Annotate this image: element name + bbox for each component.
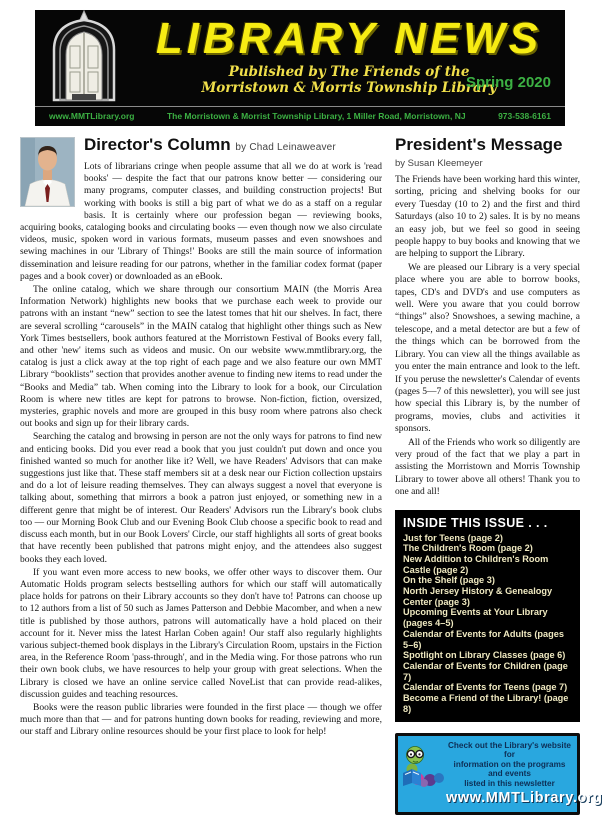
president-paragraph-2: We are pleased our Library is a very special place where you are able to borrow books, tapes, CD's and DVD's and use computers as well. Were you aware that you could borrow “things” also? Snowshoes, a sewing machine, a telescope, and a metal detector are but a few of the things which can be borrowed from the Library. You can view all the things available as you enter the main entrance and look to the left. If you peruse the newsletter's Calendar of events (pages 5—7 of this newsletter), you will see just how special this Library is, by the number of programs, movies, clubs and activities it sponsors. bbox=[395, 262, 580, 435]
directors-column-section bbox=[20, 135, 382, 815]
toc-item: On the Shelf (page 3) bbox=[403, 575, 495, 586]
director-paragraph-4: If you want even more access to new books, we offer other ways to discover them. Our Automatic Holds program selects bestselling authors for which our staff will automatically place holds for patrons on their Library accounts so they don't have to! Patrons can choose up to 12 authors from a list of 50 such as James Patterson and Debbie Macomber, and when a new title is published by those authors, patrons will automatically have a hold placed on their account for it. Never miss the latest Harlan Coben again! Our staff also regularly highlights various subject-themed book displays in the Library's Circulation Room, upstairs in the Fiction area, in the Reference Room 'pass-through', and in the Media wing. For those patrons who run their own book clubs, we have resources to help your group with great selections. When the Library is closed we have an online service called NoveList that can provide read-alikes, discussion guides and teaching resources. bbox=[20, 567, 382, 700]
callout-text bbox=[446, 741, 573, 789]
callout-website-link[interactable]: www.MMTLibrary.org bbox=[446, 790, 603, 807]
presidents-message-section bbox=[395, 135, 580, 499]
toc-item: Spotlight on Library Classes (page 6) bbox=[403, 650, 566, 661]
toc-item: Become a Friend of the Library! (page 8) bbox=[403, 693, 569, 714]
newsletter-title: LIBRARY NEWS bbox=[155, 14, 543, 63]
right-column bbox=[395, 135, 603, 815]
directors-column-title: Director's Column bbox=[84, 135, 231, 154]
inside-this-issue-box bbox=[395, 510, 580, 722]
toc-item: Just for Teens (page 2) bbox=[403, 532, 503, 543]
tagline-line1: Published by The Friends of the bbox=[228, 64, 470, 80]
masthead-center bbox=[133, 10, 565, 106]
presidents-message-byline: by Susan Kleemeyer bbox=[395, 158, 483, 169]
director-paragraph-1: Lots of librarians cringe when people assume that all we do at work is 'read books' — despite the fact that our patrons know better — considering our many programs, computer classes, and building construction projects! But working with books is still a big part of what we do as a staff on a regular basis. It is certainly where our profession began — reviewing books, acquiring books, cataloging books and circulating books — even though now we also circulate videos, music, spoken word in various formats, museum passes and even snowshoes and sewing machines in our 'Library of Things!' Books are still the main source of information dissemination and leisure reading for our patrons, whether in the familiar codex format (paper pages and a book cover) or downloaded as an eBook. bbox=[20, 162, 382, 282]
callout-line-3: listed in this newsletter bbox=[464, 778, 555, 788]
masthead-main bbox=[35, 10, 565, 106]
issue-date-label: Spring 2020 bbox=[465, 74, 551, 91]
toc-item: North Jersey History & Genealogy Center (page 3) bbox=[403, 586, 553, 607]
inside-this-issue-title: INSIDE THIS ISSUE . . . bbox=[403, 515, 548, 530]
table-of-contents bbox=[403, 533, 572, 715]
directors-column-byline: by Chad Leinaweaver bbox=[235, 142, 336, 153]
library-phone-number[interactable]: 973-538-6161 bbox=[498, 111, 551, 121]
newsletter-body bbox=[0, 126, 603, 815]
directors-column-text bbox=[20, 161, 382, 739]
masthead-website-link[interactable]: www.MMTLibrary.org bbox=[49, 111, 135, 121]
masthead-address-bar bbox=[35, 106, 565, 126]
library-entrance-arch-icon bbox=[35, 10, 133, 106]
toc-item: New Addition to Children's Room Castle (page 2) bbox=[403, 553, 549, 575]
president-paragraph-3: All of the Friends who work so diligently are very proud of the fact that we play a part in assisting the Morristown and Morris Township Library to tower above all others! Thank you to one and all! bbox=[395, 437, 580, 498]
toc-item: The Children's Room (page 2) bbox=[403, 543, 533, 554]
newsletter-page bbox=[0, 10, 603, 807]
website-callout-box bbox=[395, 733, 603, 815]
masthead bbox=[35, 10, 565, 126]
president-paragraph-1: The Friends have been working hard this winter, sorting, pricing and shelving books for our every Tuesday (10 to 2) and the first and third Saturdays (also 10 to 2) sales. It is by no means an easy job, but we feel so good in seeing people happy to buy books and knowing that we are helping to support the Library. bbox=[395, 175, 580, 260]
director-paragraph-3: Searching the catalog and browsing in person are not the only ways for patrons to find new and enticing books. Did you ever read a book that you just couldn't put down and once you finished wanted so much for another like it? Well, we have Readers' Advisors that can make suggestions just like that. These staff members sit at a desk near our Fiction collection upstairs and do a lot of leisure reading themselves. They can always suggest a novel that everyone is talking about, something that mirrors a book a patron just enjoyed, or something new in a different genre that might be of interest. Our Readers' Advisors run the Library's book clubs too — our Morning Book Club and our Evening Book Club choose a specific book to read and discuss each month, but in our Book Lovers' Circle, our staff highlights all sorts of great books that have recently been published that patrons might enjoy, and the attendees also suggest books they each loved. bbox=[20, 432, 382, 565]
toc-item: Upcoming Events at Your Library (pages 4–5) bbox=[403, 607, 548, 629]
presidents-message-title: President's Message bbox=[395, 135, 563, 154]
director-portrait-photo bbox=[20, 137, 75, 207]
presidents-message-text bbox=[395, 174, 580, 499]
tagline-line2: Morristown & Morris Township Library bbox=[201, 80, 497, 96]
toc-item: Calendar of Events for Teens (page 7) bbox=[403, 682, 568, 693]
library-address-text: The Morristown & Morrist Township Library, 1 Miller Road, Morristown, NJ bbox=[166, 111, 466, 121]
callout-line-1: Check out the Library's website for bbox=[448, 740, 571, 760]
bookworm-icon bbox=[401, 741, 445, 792]
callout-line-2: information on the programs and events bbox=[453, 759, 566, 779]
director-paragraph-5: Books were the reason public libraries were founded in the first place — though we offer much more than that — and for patrons hunting down books for reading, reviewing and more, our staff and Library online resources should be your first place to look for help! bbox=[20, 702, 382, 738]
director-paragraph-2: The online catalog, which we share through our consortium MAIN (the Morris Area Information Network) highlights new books that we purchase each week to provide our patrons with an instant “new” section to see the latest tomes that hit our shelves. In fact, there are several scrolling “carousels” in the MAIN catalog that highlight other things such as New York Times bestsellers, book authors featured at the Morristown Festival of Books every fall, and other 'new' items such as videos and music. On our website www.mmtlibrary.org, the catalog is just a click away at the top right of each page and we also feature our own MMT Library “booklists” section that provides another avenue to finding new items to read under the “Books and Media” tab. When coming into the Library to look for a book, our Circulation Room is where new titles are kept for patrons to browse. Non-fiction, fiction, oversized, mysteries, graphic novels and more are grouped in this busy room where patrons also check out books and sign up for their library cards. bbox=[20, 285, 382, 430]
toc-item: Calendar of Events for Adults (pages 5–6) bbox=[403, 628, 564, 650]
toc-item: Calendar of Events for Children (page 7) bbox=[403, 661, 568, 682]
